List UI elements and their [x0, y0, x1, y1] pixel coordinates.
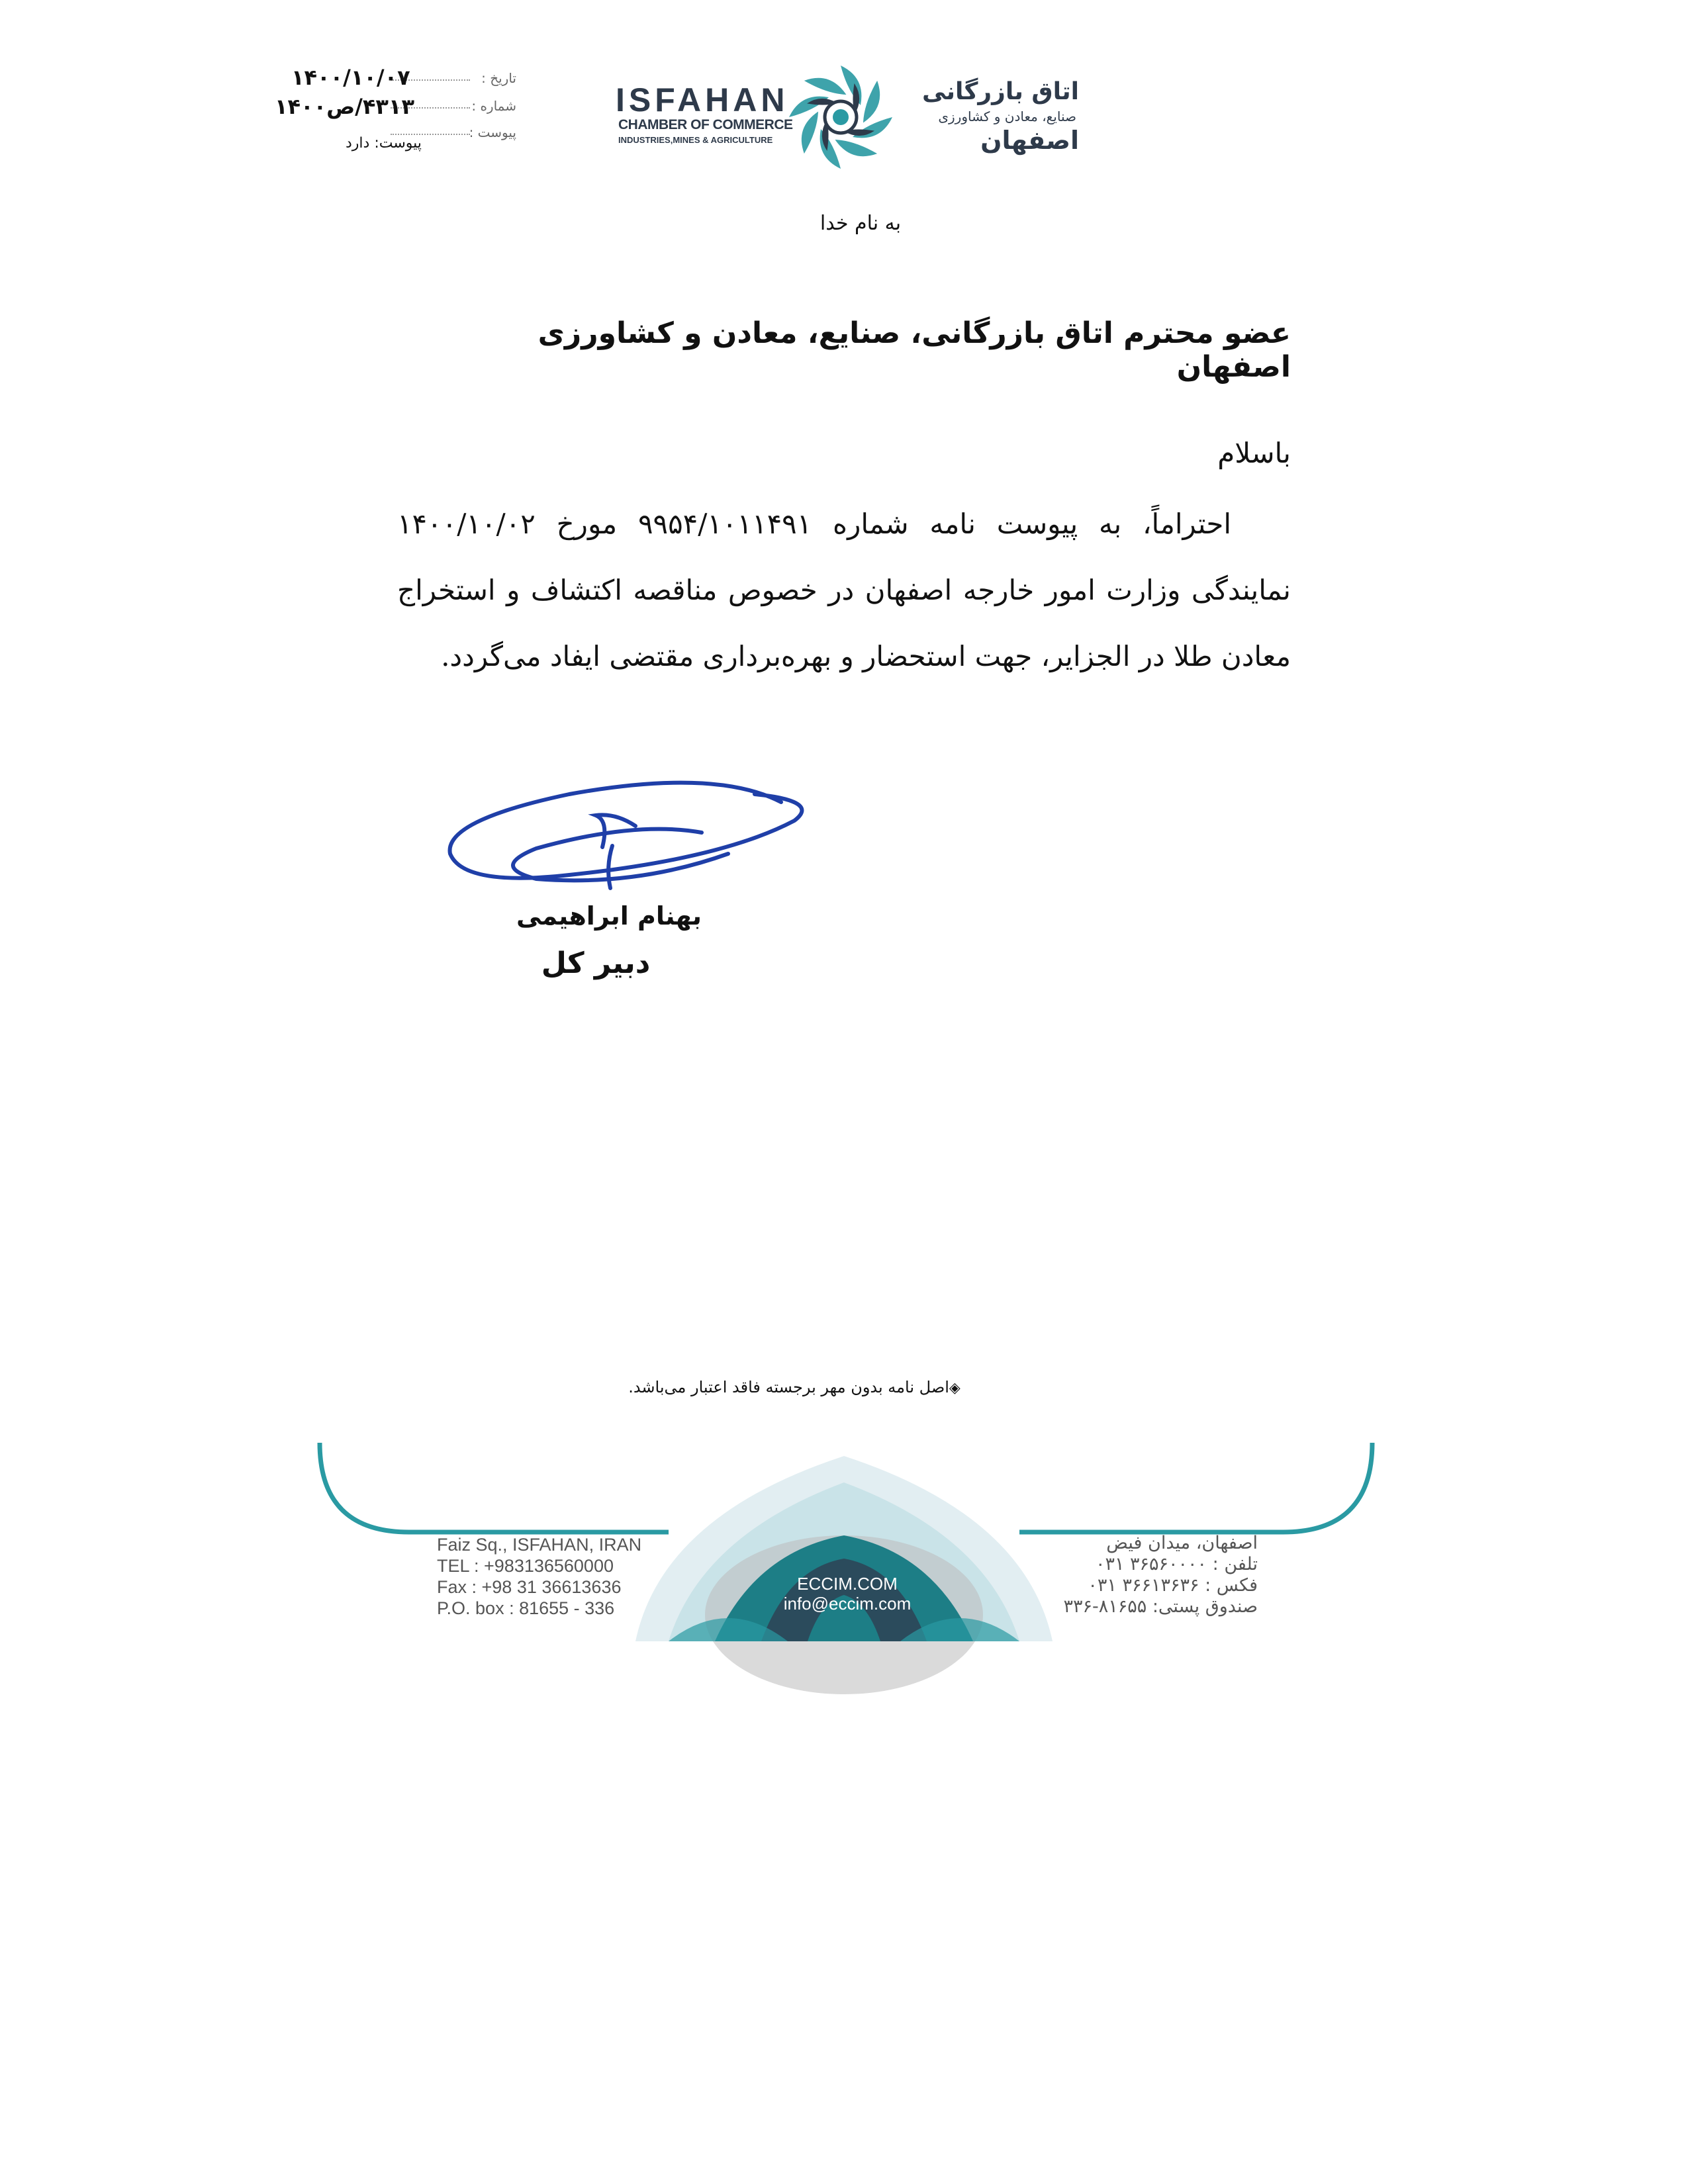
- chamber-logo: [616, 61, 1079, 180]
- footer-tel-en: TEL : +983136560000: [437, 1556, 614, 1576]
- date-label: تاریخ :: [481, 70, 516, 86]
- letter-body: [397, 491, 1291, 690]
- footer-contact-en: [437, 1534, 641, 1619]
- recipient-line: عضو محترم اتاق بازرگانی، صنایع، معادن و کشاورزی اصفهان: [538, 316, 1291, 384]
- logo-fa-subtitle: صنایع، معادن و کشاورزی: [938, 109, 1076, 124]
- footer-address-en: Faiz Sq., ISFAHAN, IRAN: [437, 1535, 642, 1555]
- diamond-bullet-icon: ◈: [949, 1380, 961, 1396]
- letter-body-text: احتراماً، به پیوست نامه شماره ۹۹۵۴/۱۰۱۱۴۹۱ مورخ ۱۴۰۰/۱۰/۰۲ نمایندگی وزارت امور خارجه اصفهان در خصوص مناقصه اکتشاف و استخراج معادن طلا در الجزایر، جهت استحضار و بهره‌برداری مقتضی ایفاد می‌گردد.: [397, 508, 1291, 672]
- logo-en-subtitle: CHAMBER OF COMMERCE: [618, 117, 793, 132]
- number-row: [265, 94, 516, 124]
- logo-fa-city: اصفهان: [980, 126, 1079, 155]
- chamber-emblem-icon: [788, 61, 894, 173]
- handwritten-signature: [437, 774, 808, 900]
- attachment-value: پیوست: دارد: [346, 135, 422, 152]
- footer-web: [741, 1574, 953, 1614]
- signer-name: بهنام ابراهیمی: [516, 901, 702, 931]
- signer-title: دبیر کل: [541, 946, 651, 980]
- letter-meta: [265, 64, 516, 169]
- logo-fa-title: اتاق بازرگانی: [922, 78, 1079, 105]
- footer-pobox-fa: صندوق پستی: ۸۱۶۵۵-۳۳۶: [1063, 1596, 1258, 1617]
- footer-pobox-en: P.O. box : 81655 - 336: [437, 1598, 615, 1618]
- footer-fax-fa: فکس : ۳۶۶۱۳۶۳۶ ۰۳۱: [1088, 1575, 1258, 1596]
- footer-website: ECCIM.COM: [797, 1574, 898, 1594]
- number-label: شماره :: [471, 98, 516, 114]
- footer-fax-en: Fax : +98 31 36613636: [437, 1577, 622, 1597]
- date-value: ۱۴۰۰/۱۰/۰۷: [291, 65, 410, 90]
- logo-en-title: ISFAHAN: [616, 81, 789, 118]
- date-row: [265, 65, 516, 97]
- footer-contact-fa: [1013, 1533, 1258, 1617]
- footer-address-fa: اصفهان، میدان فیض: [1106, 1533, 1258, 1553]
- attachment-label: پیوست :: [469, 124, 516, 140]
- number-value: ۴۳۱۳/ص۱۴۰۰: [275, 94, 414, 119]
- logo-en-tagline: INDUSTRIES,MINES & AGRICULTURE: [618, 135, 773, 145]
- footer-tel-fa: تلفن : ۳۶۵۶۰۰۰۰ ۰۳۱: [1095, 1554, 1258, 1574]
- footer-email: info@eccim.com: [783, 1594, 912, 1614]
- basmala: به نام خدا: [820, 212, 902, 235]
- salutation: باسلام: [1217, 437, 1291, 469]
- stamp-validity-note: [596, 1378, 993, 1396]
- stamp-note-text: اصل نامه بدون مهر برجسته فاقد اعتبار می‌باشد.: [628, 1378, 949, 1396]
